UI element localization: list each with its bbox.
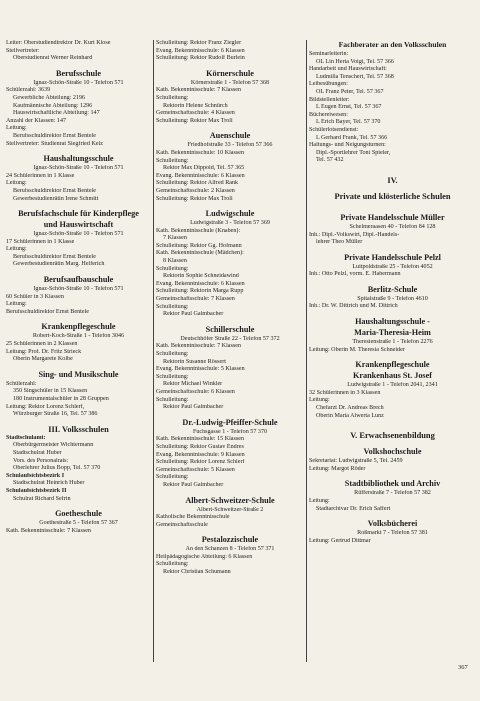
- address-line: Rüfferstraße 7 - Telefon 57 382: [354, 490, 431, 497]
- school-heading: Krankenhaus St. Josef: [353, 371, 432, 381]
- text-line: Schulleitung: Rektor Gustav Endres: [156, 443, 244, 450]
- text-line: L Eugen Ernst, Tel. 57 367: [316, 104, 382, 111]
- text-line: Schulleitung:: [156, 265, 189, 272]
- text-line: Schulleitung: Rektor Alfred Rank: [156, 180, 239, 187]
- text-line: Leitung: Rektor Lorenz Schlerf,: [6, 403, 85, 410]
- column-right: [309, 40, 476, 545]
- text-line: Schulleitung: Rektor Lorenz Schlerf: [156, 459, 245, 466]
- text-line: 32 Schülerinnen in 3 Klassen: [309, 389, 381, 396]
- text-line: 60 Schüler in 3 Klassen: [6, 293, 64, 300]
- address-line: Ignaz-Schön-Straße 10 - Telefon 571: [33, 231, 124, 238]
- text-line: Schülerzahl: 3639: [6, 87, 51, 94]
- address-line: Schelmeraasen 40 - Telefon 84 128: [349, 223, 436, 230]
- text-line: Rektor Michael Winkler: [163, 381, 223, 388]
- address-line: Fuchsgasse 1 - Telefon 57 370: [192, 428, 268, 435]
- spacer: [309, 420, 476, 425]
- address-line: Ignaz-Schön-Straße 10 - Telefon 571: [33, 286, 124, 293]
- text-line: Leitung:: [6, 180, 27, 187]
- text-line: Rektor Paul Galmbacher: [163, 404, 224, 411]
- text-line: Leitung: Margot Röder: [309, 465, 366, 472]
- text-line: Rektor Christian Schumann: [163, 569, 231, 576]
- school-heading: Stadtbibliothek und Archiv: [344, 479, 441, 489]
- section-heading: V. Erwachsenenbildung: [350, 431, 435, 441]
- text-line: OL Lin Herta Voigt, Tel. 57 366: [316, 58, 394, 65]
- text-line: Oberlehrer Julius Bopp, Tel. 57 370: [13, 465, 101, 472]
- text-line: Schulleitung:: [156, 373, 189, 380]
- address-line: An den Schanzen 8 - Telefon 57 371: [185, 546, 275, 553]
- text-line: Rektorin Helene Schnürch: [163, 102, 228, 109]
- text-line: Schulrat Richard Sefrin: [13, 495, 71, 502]
- text-line: Schulleitung:: [156, 396, 189, 403]
- text-line: L Gerhard Frank, Tel. 57 366: [316, 134, 388, 141]
- text-line: 350 Singschüler in 15 Klassen: [13, 388, 88, 395]
- address-line: Spitalstraße 9 - Telefon 4610: [357, 295, 428, 302]
- school-heading: Berufsaufbauschule: [43, 275, 114, 285]
- text-line: 24 Schülerinnen in 1 Klasse: [6, 172, 75, 179]
- address-line: Ignaz-Schön-Straße 10 - Telefon 571: [33, 165, 124, 172]
- text-line: Katholische Bekenntnisschule: [156, 514, 230, 521]
- text-line: lehrer Theo Müller: [316, 239, 363, 246]
- school-heading: Schillerschule: [205, 324, 255, 334]
- text-line: Rektorin Susanne Rössert: [163, 358, 226, 365]
- section-heading: IV.: [387, 175, 398, 185]
- text-line: 17 Schülerinnen in 1 Klasse: [6, 238, 75, 245]
- text-line: Schulleitung: Rektor Franz Ziegler: [156, 40, 242, 46]
- text-line: Leitung: Oberin M. Theresia Schneider: [309, 346, 405, 353]
- school-heading: Volksbücherei: [367, 519, 418, 529]
- text-line: Würzburger Straße 16, Tel. 57 386: [13, 411, 98, 418]
- text-line: Schulleitung: Rektor Rudolf Burlein: [156, 55, 245, 62]
- text-line: Rektor Paul Galmbacher: [163, 311, 224, 318]
- text-line: Chefarzt Dr. Andreas Brech: [316, 405, 384, 412]
- section-heading: III. Volksschulen: [48, 424, 109, 434]
- text-line: Oberstudienrat Werner Reinhard: [13, 55, 93, 62]
- text-line: Evang. Bekenntnisschule: 9 Klassen: [156, 451, 245, 458]
- text-line: Inh.: Dr. W. Dittrich und M. Dittrich: [309, 303, 398, 310]
- text-line: Schulleitung:: [156, 561, 189, 568]
- text-line: Hauswirtschaftliche Abteilung: 147: [13, 110, 100, 117]
- school-heading: Haushaltungsschule: [43, 154, 114, 164]
- text-line: Handarbeit und Hauswirtschaft:: [309, 66, 387, 73]
- text-line: 7 Klassen: [163, 235, 187, 242]
- text-line: Gemeinschaftsschule: 4 Klassen: [156, 110, 235, 117]
- address-line: Luitpoldstraße 25 - Telefon 4052: [352, 263, 433, 270]
- text-line: Kath. Bekenntnisschule: 7 Klassen: [156, 87, 241, 94]
- text-line: Leitung:: [6, 125, 27, 132]
- text-line: Leitung: Prof. Dr. Fritz Strieck: [6, 348, 82, 355]
- text-line: Anzahl der Klassen: 147: [6, 117, 67, 124]
- text-line: Gewerbliche Abteilung: 2196: [13, 94, 86, 101]
- text-line: L Erich Bayer, Tel. 57 370: [316, 119, 381, 126]
- text-line: Oberbürgermeister Wichtermann: [13, 442, 94, 449]
- address-line: Robert-Koch-Straße 1 - Telefon 3046: [32, 333, 125, 340]
- text-line: Schulleitung:: [156, 303, 189, 310]
- subsection-heading: Fachberater an den Volksschulen: [338, 40, 447, 49]
- text-line: Schülerlotsendienst:: [309, 126, 359, 133]
- text-line: Stadtarchivar Dr. Erich Saffert: [316, 505, 391, 512]
- school-heading: Private Handelsschule Müller: [340, 212, 445, 222]
- school-heading: und Hauswirtschaft: [43, 220, 114, 230]
- text-line: Kath. Bekenntnisschule: 7 Klassen: [156, 343, 241, 350]
- text-line: Schulleitung:: [156, 157, 189, 164]
- text-line: Schulleitung:: [156, 351, 189, 357]
- text-line: Leitung:: [309, 397, 330, 404]
- text-line: Sekretariat: Ludwigstraße 5, Tel. 2459: [309, 458, 403, 465]
- text-line: Kaufmännische Abteilung: 1296: [13, 102, 93, 109]
- text-line: Kath. Bekenntnisschule: 15 Klassen: [156, 436, 245, 443]
- page-number: 367: [458, 664, 468, 671]
- text-line: Kath. Bekenntnisschule (Mädchen):: [156, 250, 244, 257]
- bold-label: Schulaufsichtsbezirk II: [6, 487, 67, 494]
- text-line: Rektor Max Dippold, Tel. 57 365: [163, 165, 245, 172]
- text-line: Inh.: Dipl.-Volkswirt, Dipl.-Handels-: [309, 231, 400, 238]
- text-line: Vors. des Personalrats:: [13, 457, 69, 464]
- text-line: Heilpädagogische Abteilung: 6 Klassen: [156, 553, 253, 560]
- text-line: Gemeinschaftsschule: 5 Klassen: [156, 466, 235, 473]
- bold-label: Stadtschulamt:: [6, 434, 46, 441]
- text-line: Evang. Bekenntnisschule: 6 Klassen: [156, 172, 245, 179]
- text-line: Oberin Maria Alwerta Lunz: [316, 412, 384, 419]
- address-line: Theresienstraße 1 - Telefon 2276: [352, 339, 433, 346]
- text-line: Leitung:: [309, 498, 330, 504]
- column-left: [6, 40, 151, 535]
- text-line: Schulleitung: Rektor Max Troll: [156, 117, 233, 124]
- text-line: Kath. Bekenntnisschule (Knaben):: [156, 227, 241, 234]
- text-line: Leitung:: [6, 301, 27, 308]
- column-middle: [156, 40, 304, 577]
- text-line: 180 Instrumentalschüler in 28 Gruppen: [13, 396, 109, 402]
- text-line: Gewerbestudienrätin Irene Schmitt: [13, 195, 99, 202]
- text-line: Schulleitung:: [156, 94, 189, 101]
- text-line: Gemeinschaftsschule: 6 Klassen: [156, 388, 235, 395]
- text-line: Leibesübungen:: [309, 81, 348, 88]
- text-line: Leitung:: [6, 246, 27, 253]
- text-line: OL Franz Peter, Tel. 57 367: [316, 88, 384, 95]
- text-line: Bildstellenleiter:: [309, 96, 350, 103]
- address-line: Ludwigstraße 3 - Telefon 57 369: [190, 220, 270, 227]
- text-line: Gewerbestudienrätin Marg. Helferich: [13, 261, 105, 268]
- text-line: Schulleitung: Rektor Gg. Hofmann: [156, 242, 242, 249]
- address-line: Ignaz-Schön-Straße 10 - Telefon 571: [33, 79, 124, 86]
- text-line: Seminarleiterin:: [309, 51, 349, 57]
- text-line: Berufsschuldirektor Ernst Bentele: [6, 308, 89, 315]
- school-heading: Krankenpflegeschule: [355, 360, 430, 370]
- text-line: Evang. Bekenntnisschule: 5 Klassen: [156, 366, 245, 373]
- text-line: Schulleitung: Rektorin Marga Rupp: [156, 288, 244, 295]
- address-line: Roßmarkt 7 - Telefon 57 381: [357, 530, 428, 537]
- school-heading: Ludwigschule: [205, 209, 255, 219]
- address-line: Deutschhöfer Straße 22 - Telefon 57 372: [180, 335, 280, 342]
- school-heading: Volkshochschule: [363, 447, 422, 457]
- text-line: Evang. Bekenntnisschule: 6 Klassen: [156, 47, 245, 54]
- school-heading: Private Handelsschule Pelzl: [344, 252, 441, 262]
- address-line: Goethestraße 5 - Telefon 57 367: [39, 520, 118, 527]
- text-line: Haltungs- und Neigungsturnen:: [309, 142, 386, 149]
- school-heading: Körnerschule: [206, 68, 254, 78]
- text-line: 8 Klassen: [163, 258, 187, 265]
- school-heading: Maria-Theresia-Heim: [354, 328, 431, 338]
- text-line: Schulleitung:: [156, 474, 189, 481]
- text-line: Kath. Bekenntnisschule: 10 Klassen: [156, 149, 245, 156]
- school-heading: Sing- und Musikschule: [38, 369, 119, 379]
- section-heading: Private und klösterliche Schulen: [334, 191, 451, 201]
- address-line: Ludwigstraße 1 - Telefon 2041, 2341: [347, 382, 438, 389]
- school-heading: Haushaltungsschule -: [355, 317, 430, 327]
- school-heading: Auenschule: [209, 131, 251, 141]
- column-divider: [153, 40, 154, 662]
- text-line: Evang. Bekenntnisschule: 6 Klassen: [156, 280, 245, 287]
- text-line: Stadtschulrat Heinrich Huber: [13, 480, 85, 487]
- text-line: Stellvertreter: Studienrat Siegfried Kelz: [6, 140, 103, 147]
- text-line: Ludmilla Tenschert, Tel. 57 368: [316, 73, 394, 80]
- text-line: Oberin Margarete Kolbe: [13, 356, 73, 363]
- school-heading: Goetheschule: [55, 509, 102, 519]
- address-line: Friedhofstraße 33 - Telefon 57 366: [187, 142, 273, 149]
- text-line: Gemeinschaftsschule: [156, 521, 208, 528]
- text-line: Leitung: Gertrud Dittmar: [309, 537, 371, 544]
- text-line: Berufsschuldirektor Ernst Bentele: [13, 132, 96, 139]
- school-heading: Berufsschule: [55, 68, 102, 78]
- spacer: [309, 165, 476, 170]
- text-line: Inh.: Otto Pelzl, vorm. E. Habermann: [309, 271, 401, 278]
- text-line: Büchereiwesen:: [309, 111, 348, 118]
- text-line: Tel. 57 432: [316, 157, 344, 164]
- text-line: Berufsschuldirektor Ernst Bentele: [13, 253, 96, 260]
- text-line: 25 Schülerinnen in 2 Klassen: [6, 341, 78, 348]
- column-divider: [306, 40, 307, 662]
- text-line: Leiter: Oberstudiendirektor Dr. Kurt Klose: [6, 40, 111, 46]
- school-heading: Berlitz-Schule: [367, 284, 418, 294]
- text-line: Stadtschulrat Huber: [13, 449, 62, 456]
- school-heading: Albert-Schweitzer-Schule: [185, 495, 275, 505]
- text-line: Schülerzahl:: [6, 380, 37, 387]
- school-heading: Berufsfachschule für Kinderpflege: [18, 209, 139, 219]
- school-heading: Krankenpflegeschule: [41, 322, 116, 332]
- school-heading: Pestalozzischule: [201, 535, 259, 545]
- text-line: Rektor Paul Galmbacher: [163, 481, 224, 488]
- address-line: Albert-Schweitzer-Straße 2: [196, 506, 264, 513]
- text-line: Gemeinschaftsschule: 2 Klassen: [156, 187, 235, 194]
- text-line: Dipl.-Sportlehrer Toni Spieler,: [316, 149, 391, 156]
- text-line: Berufsschuldirektor Ernst Bentele: [13, 187, 96, 194]
- spacer: [309, 202, 476, 207]
- text-line: Kath. Bekenntnisschule: 7 Klassen: [6, 527, 91, 534]
- text-line: Schulleitung: Rektor Max Troll: [156, 195, 233, 202]
- address-line: Körnerstraße 1 - Telefon 57 368: [190, 79, 270, 86]
- school-heading: Dr.-Ludwig-Pfeiffer-Schule: [182, 417, 278, 427]
- bold-label: Schulaufsichtsbezirk I: [6, 472, 65, 479]
- text-line: Rektorin Sophie Schneidawind: [163, 273, 239, 280]
- text-line: Stellvertreter:: [6, 47, 40, 54]
- text-line: Gemeinschaftsschule: 7 Klassen: [156, 296, 235, 303]
